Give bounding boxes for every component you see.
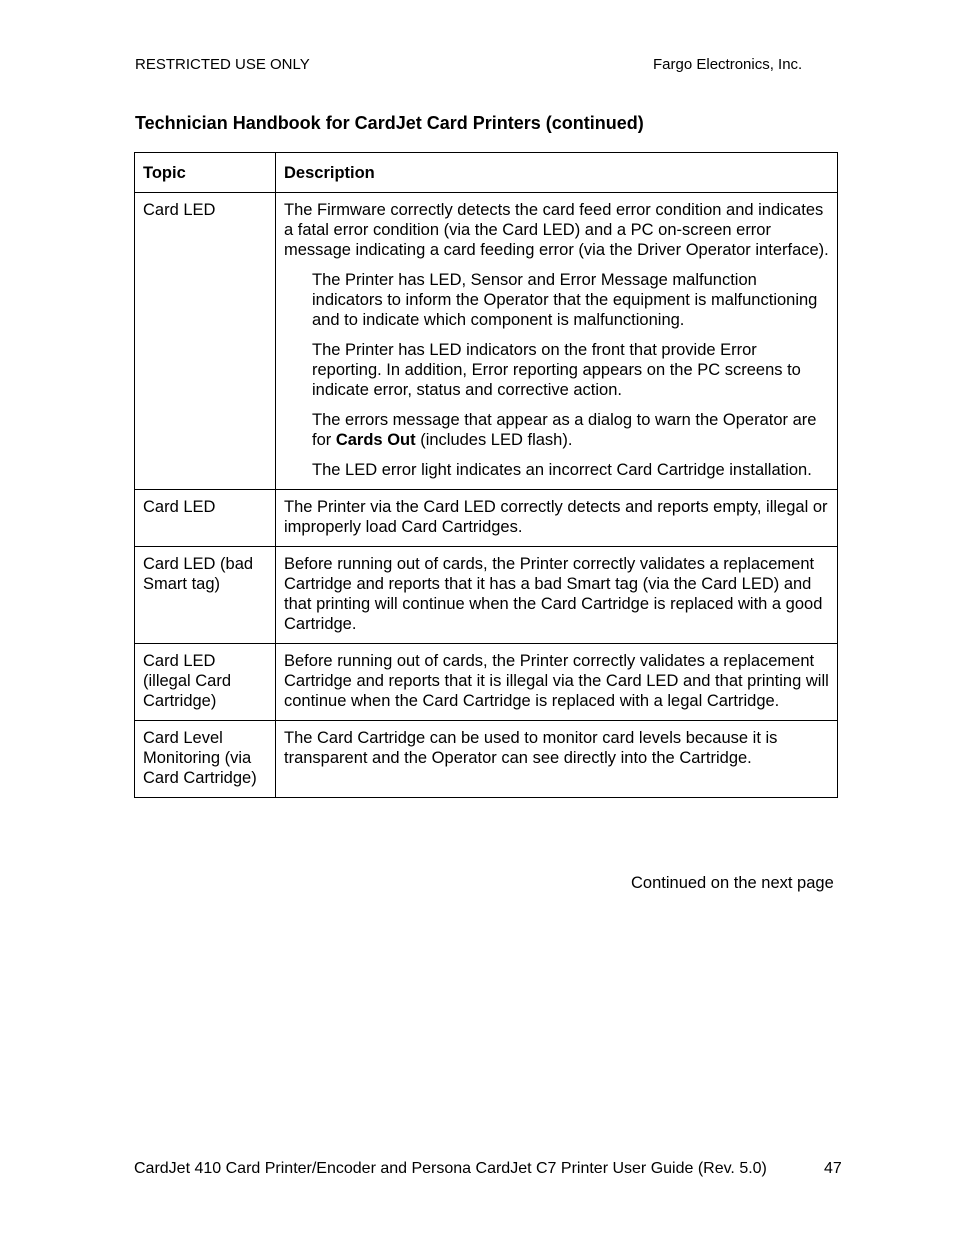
topic-cell: Card LED (135, 193, 276, 490)
page-number: 47 (824, 1160, 842, 1177)
topic-cell: Card LED (bad Smart tag) (135, 547, 276, 644)
description-cell (276, 490, 838, 547)
topic-cell: Card LED (135, 490, 276, 547)
description-paragraph: The LED error light indicates an incorrect Card Cartridge installation. (312, 461, 812, 479)
description-cell (276, 547, 838, 644)
header-company: Fargo Electronics, Inc. (653, 56, 803, 73)
header-topic: Topic (135, 153, 276, 193)
header-description: Description (276, 153, 838, 193)
topic-cell: Card Level Monitoring (via Card Cartridge) (135, 721, 276, 798)
text-run: (includes LED flash). (415, 431, 573, 449)
footer-guide-title: CardJet 410 Card Printer/Encoder and Persona CardJet C7 Printer User Guide (Rev. 5.0) (134, 1160, 767, 1177)
description-cell (276, 193, 838, 490)
table-row (135, 547, 838, 644)
description-paragraph (312, 410, 829, 450)
description-cell (276, 644, 838, 721)
header-restricted: RESTRICTED USE ONLY (135, 56, 310, 73)
description-paragraph: The Printer has LED, Sensor and Error Message malfunction indicators to inform the Operator that the equipment is malfunctioning and to indicate which component is malfunctioning. (312, 271, 818, 329)
description-paragraph: The Printer via the Card LED correctly detects and reports empty, illegal or improperly load Card Cartridges. (284, 498, 828, 536)
bold-term: Cards Out (335, 431, 416, 449)
table-row (135, 193, 838, 490)
table-row (135, 644, 838, 721)
description-paragraph: The Firmware correctly detects the card feed error condition and indicates a fatal error condition (via the Card LED) and a PC on-screen error message indicating a card feeding error (via the Driver Operator interface). (284, 201, 829, 259)
description-paragraph: Before running out of cards, the Printer correctly validates a replacement Cartridge and reports that it is illegal via the Card LED and that printing will continue when the Card Cartridge is replaced with a legal Cartridge. (284, 652, 829, 710)
description-paragraph: The Printer has LED indicators on the front that provide Error reporting. In addition, Error reporting appears on the PC screens to indicate error, status and corrective action. (312, 341, 801, 399)
text-run: The errors message that appear as a dialog to warn the Operator are for (312, 411, 817, 449)
topic-cell: Card LED (illegal Card Cartridge) (135, 644, 276, 721)
continued-note: Continued on the next page (631, 874, 834, 892)
description-paragraph: The Card Cartridge can be used to monitor card levels because it is transparent and the Operator can see directly into the Cartridge. (284, 729, 778, 767)
table-header-row (135, 153, 838, 193)
page-title: Technician Handbook for CardJet Card Printers (continued) (135, 113, 644, 133)
description-cell (276, 721, 838, 798)
table-row (135, 490, 838, 547)
table-row (135, 721, 838, 798)
description-paragraph: Before running out of cards, the Printer correctly validates a replacement Cartridge and reports that it has a bad Smart tag (via the Card LED) and that printing will continue when the Card Cartridge is replaced with a good Cartridge. (284, 555, 823, 633)
topic-table (134, 152, 838, 798)
